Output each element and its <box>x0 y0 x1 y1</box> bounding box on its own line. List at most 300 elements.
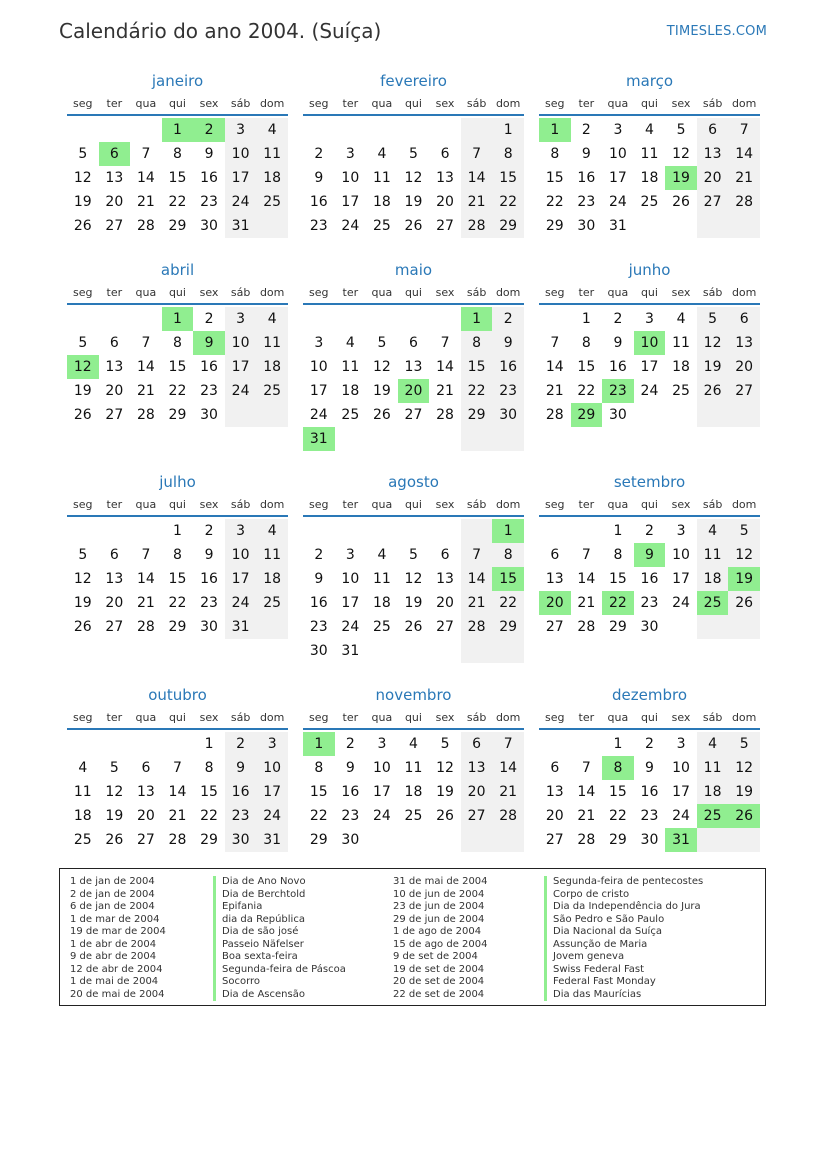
legend-dates-col-1 <box>70 876 166 1001</box>
weekday-label: dom <box>259 711 285 724</box>
day-cell: 13 <box>136 784 155 800</box>
day-cell: 16 <box>640 571 659 587</box>
day-cell: 19 <box>404 595 423 611</box>
day-cell: 1 <box>613 523 623 539</box>
day-empty <box>697 403 729 427</box>
weekday-label: seg <box>545 286 565 299</box>
day-cell: 7 <box>461 142 493 166</box>
day-cell: 17 <box>640 359 659 375</box>
day-cell: 25 <box>372 619 391 635</box>
day-cell: 10 <box>372 760 391 776</box>
day-cell: 8 <box>550 146 560 162</box>
day-cell: 8 <box>461 331 493 355</box>
day-cell: 5 <box>728 519 760 543</box>
day-cell: 6 <box>109 547 119 563</box>
day-cell: 27 <box>461 804 493 828</box>
day-cell: 13 <box>728 331 760 355</box>
weekday-header <box>539 495 760 517</box>
day-cell: 20 <box>105 595 124 611</box>
day-cell: 22 <box>461 379 493 403</box>
day-cell: 7 <box>550 335 560 351</box>
month-novembro <box>303 686 524 852</box>
day-cell: 5 <box>697 307 729 331</box>
legend-holiday-name: Dia de Ascensão <box>213 989 346 1002</box>
day-cell: 13 <box>461 756 493 780</box>
day-cell: 17 <box>341 194 360 210</box>
legend-holiday-name: Dia Nacional da Suíça <box>544 926 703 939</box>
day-cell: 8 <box>581 335 591 351</box>
day-cell: 22 <box>168 595 187 611</box>
day-cell-holiday: 12 <box>67 355 99 379</box>
day-cell: 6 <box>461 732 493 756</box>
legend-date: 12 de abr de 2004 <box>70 963 163 975</box>
month-fevereiro <box>303 72 524 238</box>
day-empty <box>728 828 760 852</box>
day-cell: 4 <box>377 146 387 162</box>
day-cell: 27 <box>697 190 729 214</box>
day-cell: 23 <box>200 595 218 611</box>
day-cell: 2 <box>314 547 324 563</box>
day-cell: 4 <box>256 118 288 142</box>
day-cell: 24 <box>256 804 288 828</box>
day-cell: 17 <box>225 567 257 591</box>
day-empty <box>492 639 524 663</box>
day-cell: 22 <box>577 383 596 399</box>
day-empty <box>335 427 367 451</box>
day-cell: 13 <box>545 784 564 800</box>
day-grid <box>303 118 524 238</box>
day-cell: 26 <box>404 218 423 234</box>
day-empty <box>429 307 461 331</box>
day-cell: 24 <box>225 379 257 403</box>
day-cell: 1 <box>613 736 623 752</box>
day-cell: 20 <box>436 194 454 210</box>
day-cell: 4 <box>676 311 686 327</box>
day-cell: 16 <box>640 784 659 800</box>
day-cell: 24 <box>608 194 627 210</box>
day-cell-holiday: 20 <box>398 379 430 403</box>
day-cell: 20 <box>136 808 155 824</box>
day-cell: 30 <box>200 218 218 234</box>
day-empty <box>303 519 335 543</box>
day-cell: 27 <box>436 218 454 234</box>
day-cell: 7 <box>173 760 182 776</box>
day-cell: 14 <box>168 784 187 800</box>
day-empty <box>398 828 430 852</box>
weekday-label: qui <box>640 711 658 724</box>
day-cell: 1 <box>492 118 524 142</box>
day-cell: 5 <box>440 736 450 752</box>
day-cell: 13 <box>105 170 124 186</box>
day-cell: 30 <box>577 218 596 234</box>
day-cell: 18 <box>341 383 360 399</box>
day-grid <box>67 519 288 639</box>
day-cell: 3 <box>345 146 355 162</box>
day-cell: 20 <box>105 194 124 210</box>
day-cell-holiday: 15 <box>492 567 524 591</box>
day-cell: 25 <box>404 808 423 824</box>
weekday-label: seg <box>545 711 565 724</box>
weekday-label: qua <box>371 498 393 511</box>
weekday-label: dom <box>495 498 521 511</box>
day-cell: 31 <box>225 615 257 639</box>
legend-date: 29 de jun de 2004 <box>393 913 485 925</box>
day-grid <box>539 519 760 639</box>
day-cell: 11 <box>404 760 423 776</box>
day-cell: 3 <box>676 736 686 752</box>
day-cell: 11 <box>640 146 659 162</box>
day-empty <box>634 214 666 238</box>
day-empty <box>67 519 99 543</box>
day-cell: 29 <box>492 214 524 238</box>
day-cell: 18 <box>640 170 659 186</box>
day-cell: 13 <box>436 571 454 587</box>
day-cell: 27 <box>545 832 564 848</box>
day-cell: 16 <box>577 170 596 186</box>
month-abril <box>67 261 288 427</box>
day-cell: 30 <box>640 619 659 635</box>
day-cell: 21 <box>461 591 493 615</box>
day-cell-holiday: 31 <box>665 828 697 852</box>
day-cell: 7 <box>440 335 450 351</box>
legend-holiday-name: Jovem geneva <box>544 951 703 964</box>
day-cell: 8 <box>173 146 182 162</box>
day-cell: 27 <box>105 407 124 423</box>
weekday-label: ter <box>578 711 595 724</box>
day-cell: 18 <box>73 808 92 824</box>
weekday-label: dom <box>731 286 757 299</box>
weekday-label: qui <box>640 97 658 110</box>
day-cell: 13 <box>697 142 729 166</box>
day-cell: 26 <box>73 619 92 635</box>
day-cell: 3 <box>377 736 387 752</box>
day-cell: 27 <box>105 218 124 234</box>
day-empty <box>429 118 461 142</box>
day-cell: 25 <box>640 194 659 210</box>
weekday-header <box>67 283 288 305</box>
day-empty <box>99 118 131 142</box>
day-cell: 2 <box>613 311 623 327</box>
day-empty <box>225 403 257 427</box>
day-cell: 2 <box>314 146 324 162</box>
weekday-header <box>303 708 524 730</box>
day-empty <box>130 732 162 756</box>
day-cell: 3 <box>676 523 686 539</box>
weekday-label: sáb <box>702 286 723 299</box>
day-empty <box>665 403 697 427</box>
day-cell: 8 <box>173 547 182 563</box>
day-cell: 30 <box>608 407 627 423</box>
day-cell: 24 <box>309 407 328 423</box>
weekday-label: sex <box>435 286 455 299</box>
day-cell: 26 <box>372 407 391 423</box>
day-cell: 25 <box>73 832 92 848</box>
weekday-label: ter <box>578 498 595 511</box>
weekday-label: sex <box>671 97 691 110</box>
brand-link[interactable]: TIMESLES.COM <box>666 24 767 39</box>
day-cell: 11 <box>73 784 92 800</box>
legend-holiday-name: dia da República <box>213 914 346 927</box>
day-grid <box>67 307 288 427</box>
day-cell: 28 <box>168 832 187 848</box>
day-empty <box>571 732 603 756</box>
day-cell: 19 <box>73 194 92 210</box>
legend-holiday-name: Socorro <box>213 976 346 989</box>
month-title: outubro <box>148 686 207 704</box>
weekday-label: seg <box>545 498 565 511</box>
weekday-header <box>303 94 524 116</box>
day-cell: 3 <box>225 307 257 331</box>
day-cell: 26 <box>73 407 92 423</box>
day-cell: 23 <box>200 383 218 399</box>
day-cell: 18 <box>256 355 288 379</box>
legend-date: 20 de mai de 2004 <box>70 988 165 1000</box>
day-cell: 10 <box>341 571 360 587</box>
day-cell: 29 <box>608 619 627 635</box>
day-cell: 7 <box>492 732 524 756</box>
day-cell: 24 <box>672 808 690 824</box>
day-cell: 3 <box>613 122 623 138</box>
weekday-label: sex <box>199 97 219 110</box>
day-cell: 31 <box>225 214 257 238</box>
day-cell: 21 <box>577 595 596 611</box>
day-cell-holiday: 6 <box>99 142 131 166</box>
weekday-label: dom <box>495 286 521 299</box>
day-cell: 19 <box>73 383 92 399</box>
day-cell: 17 <box>372 784 391 800</box>
day-empty <box>665 214 697 238</box>
day-cell: 18 <box>672 359 690 375</box>
day-cell: 29 <box>309 832 328 848</box>
day-cell: 6 <box>440 146 450 162</box>
weekday-label: sex <box>199 498 219 511</box>
day-cell: 25 <box>256 591 288 615</box>
day-cell: 22 <box>492 591 524 615</box>
weekday-label: qua <box>135 711 157 724</box>
day-cell: 23 <box>225 804 257 828</box>
day-empty <box>492 427 524 451</box>
month-title: novembro <box>375 686 452 704</box>
weekday-header <box>67 495 288 517</box>
day-cell: 27 <box>105 619 124 635</box>
day-cell: 14 <box>492 756 524 780</box>
day-cell: 14 <box>728 142 760 166</box>
day-cell: 30 <box>225 828 257 852</box>
day-empty <box>728 214 760 238</box>
day-empty <box>130 118 162 142</box>
day-cell: 15 <box>608 784 627 800</box>
day-empty <box>429 828 461 852</box>
day-cell: 29 <box>492 615 524 639</box>
month-title: dezembro <box>612 686 687 704</box>
legend-date: 20 de set de 2004 <box>393 976 485 987</box>
day-cell: 22 <box>608 808 627 824</box>
day-cell-holiday: 29 <box>571 403 603 427</box>
day-cell: 24 <box>225 190 257 214</box>
day-cell: 2 <box>204 311 214 327</box>
day-cell: 15 <box>608 571 627 587</box>
day-cell: 12 <box>728 756 760 780</box>
legend-holiday-name: Passeio Näfelser <box>213 939 346 952</box>
day-cell: 9 <box>645 760 654 776</box>
legend-date: 19 de set de 2004 <box>393 963 485 975</box>
day-cell: 5 <box>109 760 119 776</box>
day-cell: 13 <box>436 170 454 186</box>
day-empty <box>303 118 335 142</box>
day-empty <box>366 427 398 451</box>
weekday-label: qua <box>135 97 157 110</box>
day-cell-holiday: 1 <box>539 118 571 142</box>
day-cell: 19 <box>436 784 454 800</box>
day-cell: 15 <box>168 359 187 375</box>
day-empty <box>539 307 571 331</box>
day-cell: 21 <box>577 808 596 824</box>
legend-date: 6 de jan de 2004 <box>70 901 155 912</box>
day-cell: 6 <box>550 760 560 776</box>
day-cell: 24 <box>341 619 360 635</box>
day-cell-holiday: 19 <box>665 166 697 190</box>
day-cell: 18 <box>256 166 288 190</box>
day-grid <box>539 118 760 238</box>
weekday-label: dom <box>259 97 285 110</box>
legend-holiday-name: Assunção de Maria <box>544 939 703 952</box>
day-empty <box>366 828 398 852</box>
day-cell: 13 <box>404 359 423 375</box>
day-cell: 16 <box>225 780 257 804</box>
day-cell: 17 <box>672 784 690 800</box>
day-empty <box>398 427 430 451</box>
day-cell: 20 <box>436 595 454 611</box>
day-cell: 8 <box>314 760 324 776</box>
legend-holiday-name: Segunda-feira de pentecostes <box>544 876 703 889</box>
page-title: Calendário do ano 2004. (Suíça) <box>59 19 382 43</box>
weekday-label: sex <box>199 286 219 299</box>
day-cell: 19 <box>105 808 124 824</box>
legend-holiday-name: Dia da Independência do Jura <box>544 901 703 914</box>
legend-holiday-name: Corpo de cristo <box>544 889 703 902</box>
day-cell-holiday: 25 <box>697 804 729 828</box>
day-empty <box>429 639 461 663</box>
day-cell: 17 <box>608 170 627 186</box>
day-cell: 4 <box>256 307 288 331</box>
day-cell: 31 <box>256 828 288 852</box>
day-cell: 10 <box>225 543 257 567</box>
day-cell-holiday: 1 <box>162 118 194 142</box>
month-janeiro <box>67 72 288 238</box>
day-cell: 24 <box>372 808 391 824</box>
weekday-label: sáb <box>230 498 251 511</box>
day-cell: 19 <box>73 595 92 611</box>
day-empty <box>461 519 493 543</box>
day-empty <box>256 214 288 238</box>
day-cell: 23 <box>309 218 328 234</box>
day-cell: 21 <box>728 166 760 190</box>
day-cell: 3 <box>314 335 324 351</box>
weekday-label: qui <box>640 286 658 299</box>
day-cell: 23 <box>577 194 596 210</box>
day-cell: 13 <box>105 359 124 375</box>
legend-date: 15 de ago de 2004 <box>393 938 488 950</box>
day-cell: 7 <box>141 146 151 162</box>
day-empty <box>429 427 461 451</box>
legend-date: 9 de abr de 2004 <box>70 951 157 962</box>
day-cell: 7 <box>728 118 760 142</box>
day-cell: 23 <box>309 619 328 635</box>
weekday-label: ter <box>342 286 359 299</box>
day-cell: 15 <box>577 359 596 375</box>
day-cell: 18 <box>404 784 423 800</box>
day-grid <box>539 307 760 427</box>
month-title: fevereiro <box>380 72 447 90</box>
day-cell: 3 <box>256 732 288 756</box>
weekday-label: qui <box>640 498 658 511</box>
day-cell: 28 <box>728 190 760 214</box>
day-cell: 28 <box>577 832 596 848</box>
day-cell: 17 <box>672 571 690 587</box>
day-cell: 27 <box>436 619 454 635</box>
day-cell: 8 <box>204 760 214 776</box>
day-cell-holiday: 9 <box>193 331 225 355</box>
day-cell: 19 <box>372 383 391 399</box>
weekday-label: sex <box>671 711 691 724</box>
day-empty <box>461 828 493 852</box>
day-cell: 11 <box>341 359 360 375</box>
weekday-label: seg <box>73 286 93 299</box>
day-cell: 5 <box>78 547 88 563</box>
day-empty <box>99 519 131 543</box>
day-cell: 6 <box>109 335 119 351</box>
holiday-legend <box>59 868 766 1006</box>
weekday-label: sáb <box>466 97 487 110</box>
weekday-label: ter <box>106 498 123 511</box>
day-cell: 1 <box>204 736 214 752</box>
weekday-label: seg <box>309 97 329 110</box>
day-cell: 5 <box>377 335 387 351</box>
day-empty <box>162 732 194 756</box>
day-cell: 18 <box>372 194 391 210</box>
legend-date: 1 de abr de 2004 <box>70 938 157 950</box>
day-cell: 10 <box>608 146 627 162</box>
day-cell: 28 <box>577 619 596 635</box>
legend-date: 1 de mai de 2004 <box>70 976 159 987</box>
day-grid <box>303 307 524 451</box>
day-empty <box>398 118 430 142</box>
day-cell-holiday: 23 <box>602 379 634 403</box>
day-cell: 29 <box>168 407 187 423</box>
day-empty <box>130 519 162 543</box>
legend-date: 23 de jun de 2004 <box>393 901 485 912</box>
day-cell-holiday: 22 <box>602 591 634 615</box>
weekday-label: seg <box>73 498 93 511</box>
day-empty <box>665 615 697 639</box>
legend-date: 9 de set de 2004 <box>393 951 478 962</box>
weekday-label: sex <box>435 97 455 110</box>
weekday-header <box>303 283 524 305</box>
day-cell: 14 <box>577 784 596 800</box>
day-cell: 29 <box>608 832 627 848</box>
weekday-label: ter <box>578 286 595 299</box>
weekday-label: ter <box>106 711 123 724</box>
month-agosto <box>303 473 524 663</box>
weekday-label: sáb <box>230 711 251 724</box>
day-empty <box>697 214 729 238</box>
weekday-label: qua <box>135 498 157 511</box>
day-cell: 26 <box>105 832 124 848</box>
legend-holiday-name: Dia de são josé <box>213 926 346 939</box>
day-cell: 17 <box>225 166 257 190</box>
day-cell-holiday: 9 <box>634 543 666 567</box>
day-empty <box>335 519 367 543</box>
